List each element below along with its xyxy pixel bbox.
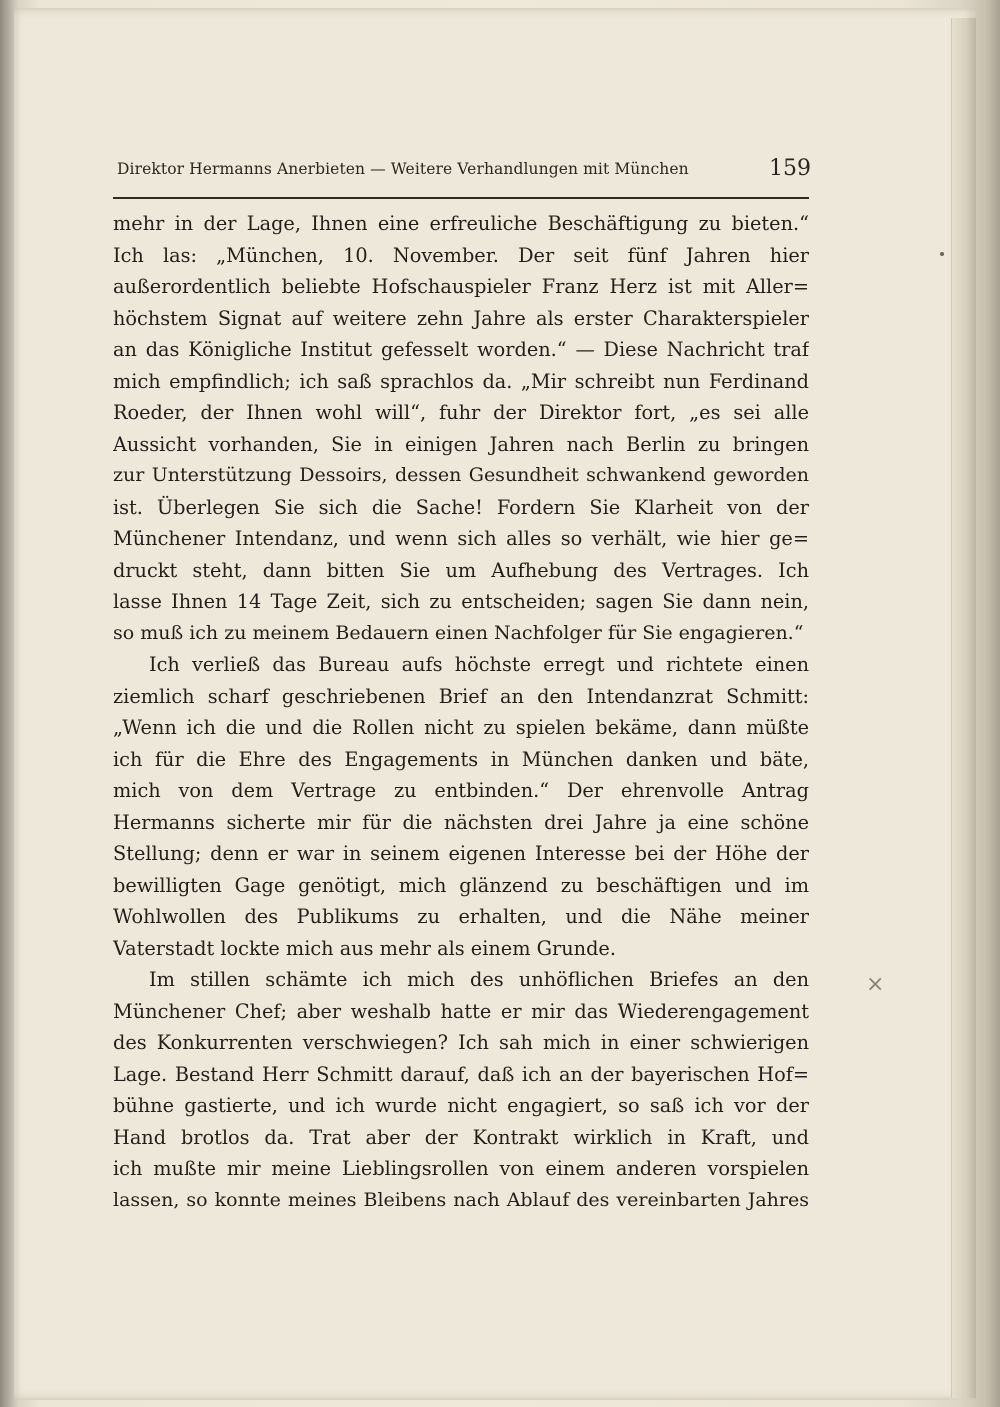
text-line: so muß ich zu meinem Bedauern einen Nachfolger für Sie engagieren.“ — [113, 621, 804, 644]
body-text — [113, 208, 809, 1216]
text-line: Ich verließ das Bureau aufs höchste erregt und richtete einen — [149, 653, 809, 676]
text-line: mich empfindlich; ich saß sprachlos da. „Mir schreibt nun Ferdinand — [113, 369, 809, 393]
text-line: Ich las: „München, 10. November. Der seit fünf Jahren hier — [113, 243, 809, 267]
text-line: bewilligten Gage genötigt, mich glänzend zu beschäftigen und im — [113, 873, 809, 897]
text-line: mich von dem Vertrage zu entbinden.“ Der ehrenvolle Antrag — [113, 779, 809, 802]
running-head: Direktor Hermanns Anerbieten — Weitere Verhandlungen mit München — [117, 160, 689, 178]
text-line: Münchener Chef; aber weshalb hatte er mir das Wiederengagement — [113, 999, 809, 1023]
text-line: ich für die Ehre des Engagements in München danken und bäte, — [113, 747, 809, 771]
text-line: höchstem Signat auf weitere zehn Jahre als erster Charakterspieler — [113, 306, 809, 330]
text-line: mehr in der Lage, Ihnen eine erfreuliche Beschäftigung zu bieten.“ — [113, 212, 809, 235]
text-line: lassen, so konnte meines Bleibens nach Ablauf des vereinbarten Jahres — [113, 1188, 809, 1211]
text-line: Münchener Intendanz, und wenn sich alles so verhält, wie hier ge= — [113, 527, 809, 550]
text-line: lasse Ihnen 14 Tage Zeit, sich zu entscheiden; sagen Sie dann nein, — [113, 590, 809, 613]
text-line: Lage. Bestand Herr Schmitt darauf, daß ich an der bayerischen Hof= — [113, 1062, 809, 1086]
text-line: Hermanns sicherte mir für die nächsten drei Jahre ja eine schöne — [113, 810, 809, 834]
header-rule — [113, 197, 809, 199]
text-line: an das Königliche Institut gefesselt worden.“ — Diese Nachricht traf — [113, 338, 809, 361]
text-line: ich mußte mir meine Lieblingsrollen von einem anderen vorspielen — [113, 1157, 809, 1180]
text-line: außerordentlich beliebte Hofschauspieler Franz Herz ist mit Aller= — [113, 275, 809, 298]
margin-dot — [940, 252, 944, 256]
text-line: Aussicht vorhanden, Sie in einigen Jahren nach Berlin zu bringen — [113, 432, 809, 456]
text-line: zur Unterstützung Dessoirs, dessen Gesundheit schwankend geworden — [113, 464, 809, 486]
text-line: bühne gastierte, und ich wurde nicht engagiert, so saß ich vor der — [113, 1094, 809, 1117]
page-header — [113, 156, 811, 186]
page-edge — [951, 18, 976, 1398]
text-line: „Wenn ich die und die Rollen nicht zu spielen bekäme, dann müßte — [113, 716, 809, 739]
text-line: Stellung; denn er war in seinem eigenen Interesse bei der Höhe der — [113, 842, 809, 865]
text-line: Wohlwollen des Publikums zu erhalten, und die Nähe meiner — [113, 905, 809, 928]
text-line: Im stillen schämte ich mich des unhöflichen Briefes an den — [149, 968, 809, 991]
margin-mark: × — [866, 972, 885, 997]
page-number: 159 — [769, 156, 811, 181]
text-line: ziemlich scharf geschriebenen Brief an den Intendanzrat Schmitt: — [113, 684, 809, 708]
text-line: Roeder, der Ihnen wohl will“, fuhr der Direktor fort, „es sei alle — [113, 401, 809, 424]
text-line: druckt steht, dann bitten Sie um Aufhebung des Vertrages. Ich — [113, 558, 809, 582]
text-line: des Konkurrenten verschwiegen? Ich sah mich in einer schwierigen — [113, 1031, 809, 1054]
text-line: Hand brotlos da. Trat aber der Kontrakt wirklich in Kraft, und — [113, 1125, 809, 1149]
text-line: ist. Überlegen Sie sich die Sache! Fordern Sie Klarheit von der — [113, 495, 809, 519]
text-line: Vaterstadt lockte mich aus mehr als einem Grunde. — [113, 936, 616, 960]
